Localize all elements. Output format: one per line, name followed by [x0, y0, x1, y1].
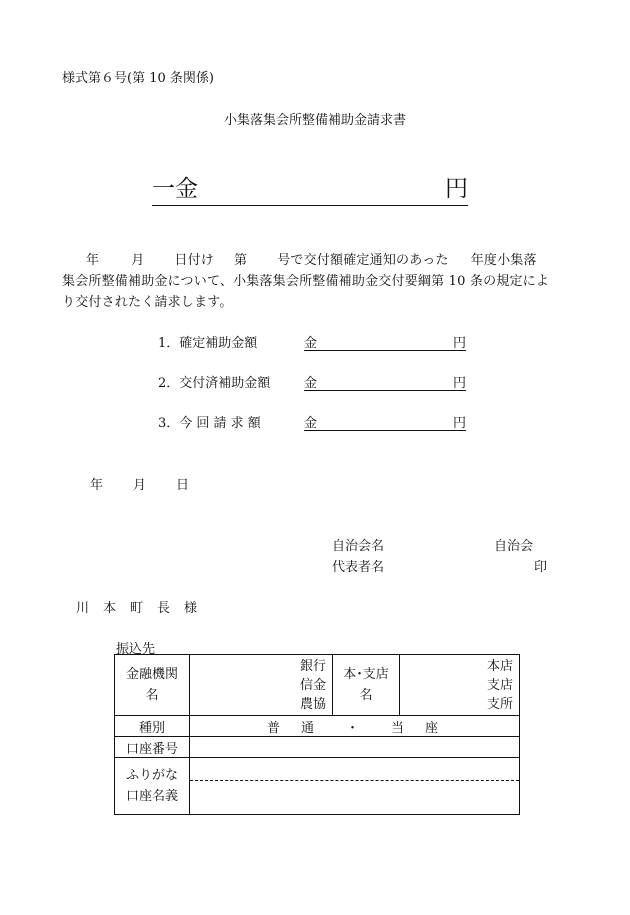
- kind-label: 種別: [115, 716, 190, 737]
- association-name-label: 自治会名: [332, 539, 385, 554]
- request-date: [90, 474, 219, 493]
- seal-mark: 印: [534, 560, 548, 575]
- kind-separator: ・: [345, 720, 363, 736]
- body-dated: 日付け: [174, 253, 215, 268]
- body-number-prefix: 第: [234, 253, 248, 268]
- association-suffix: 自治会: [494, 539, 534, 554]
- date-day: 日: [176, 478, 190, 493]
- branch-label-cell: [333, 655, 400, 716]
- request-body: [62, 250, 568, 313]
- account-name-field[interactable]: [190, 758, 520, 815]
- institution-label-cell: [115, 655, 190, 716]
- branch-label-2: 名: [359, 688, 373, 703]
- account-number-field[interactable]: [190, 737, 520, 758]
- kin-label: 金: [304, 416, 318, 431]
- body-line-1: [62, 250, 568, 271]
- type-shinkin: 信金: [299, 677, 326, 693]
- body-month: 月: [131, 253, 145, 268]
- document-title: 小集落集会所整備補助金請求書: [223, 113, 406, 128]
- institution-label-2: 名: [145, 688, 159, 703]
- branch-office: 支所: [486, 696, 513, 712]
- institution-label-1: 金融機関: [125, 667, 178, 682]
- amount-field: [304, 332, 466, 351]
- transfer-heading: 振込先: [116, 642, 156, 657]
- body-line-2: 集会所整備補助金について、小集落集会所整備補助金交付要綱第 10 条の規定によ: [62, 274, 550, 289]
- kind-ordinary[interactable]: 普 通: [266, 720, 318, 736]
- amount-field: [304, 412, 466, 431]
- amount-suffix: 円: [445, 176, 468, 202]
- account-kind-field[interactable]: [190, 716, 520, 737]
- item-label: 2．交付済補助金額: [158, 376, 271, 391]
- branch-branch: 支店: [486, 677, 513, 693]
- account-number-label: 口座番号: [115, 737, 190, 758]
- account-name-label-cell: [115, 758, 190, 815]
- body-year: 年: [86, 253, 100, 268]
- branch-head: 本店: [486, 658, 513, 674]
- yen-label: 円: [452, 336, 466, 351]
- amount-line: [152, 175, 468, 206]
- kin-label: 金: [304, 376, 318, 391]
- type-nokyo: 農協: [299, 696, 326, 712]
- body-line1-rest: 号で交付額確定通知のあった: [277, 253, 449, 268]
- yen-label: 円: [452, 416, 466, 431]
- date-year: 年: [90, 478, 104, 493]
- date-month: 月: [133, 478, 147, 493]
- branch-label-1: 本･支店: [343, 667, 389, 682]
- kind-current[interactable]: 当 座: [391, 720, 443, 736]
- item-label: 3．今 回 請 求 額: [158, 416, 261, 431]
- addressee: 川本町長様: [76, 601, 212, 616]
- amount-field: [304, 372, 466, 391]
- type-bank: 銀行: [299, 658, 326, 674]
- amount-prefix: 一金: [152, 176, 198, 202]
- kin-label: 金: [304, 336, 318, 351]
- branch-name-field[interactable]: [400, 655, 520, 716]
- bank-transfer-table: [114, 654, 520, 815]
- body-fiscal: 年度小集落: [470, 253, 537, 268]
- furigana-divider: [190, 780, 519, 781]
- body-line-3: り交付されたく請求します。: [62, 295, 233, 310]
- yen-label: 円: [452, 376, 466, 391]
- furigana-label: ふりがな: [125, 768, 178, 783]
- representative-label: 代表者名: [332, 560, 385, 575]
- institution-name-field[interactable]: [190, 655, 333, 716]
- item-label: 1．確定補助金額: [158, 336, 258, 351]
- form-number: 様式第６号(第 10 条関係): [62, 71, 214, 86]
- account-name-label: 口座名義: [125, 789, 178, 804]
